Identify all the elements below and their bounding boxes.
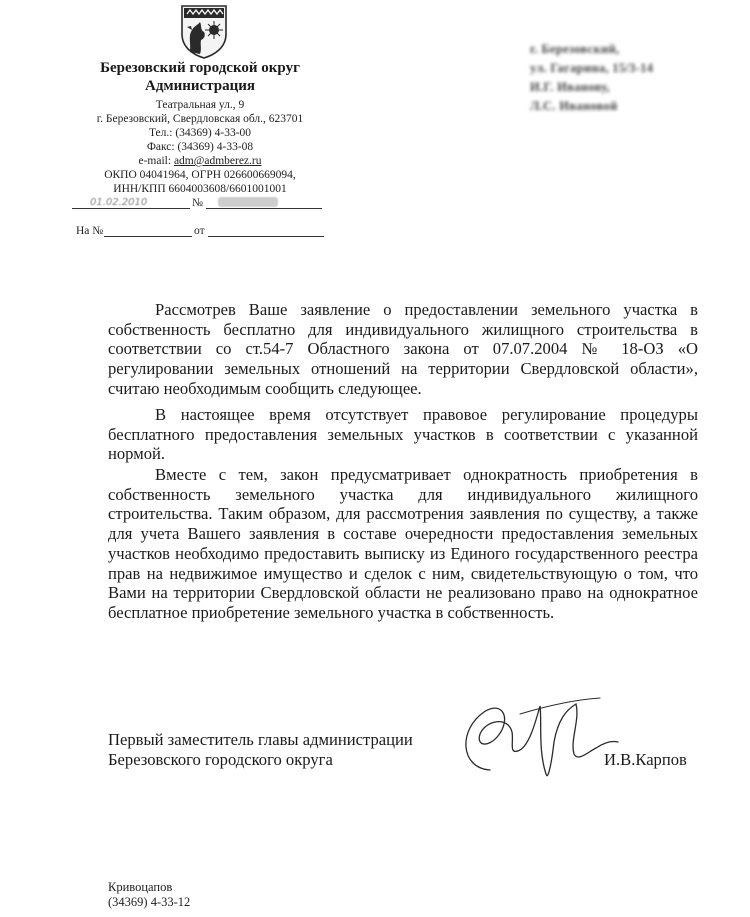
body-paragraph-3: Вместе с тем, закон предусматривает однократность приобретения в собственность земельного участка для индивидуального жилищного строительства. Таким образом, для рассмотрения заявления по существу, а также для учета Вашего заявления в составе очередности предоставления земельных участков необходимо предоставить выписку из Единого государственного реестра прав на недвижимое имущество и сделок с ним, свидетельствующую о том, что Вами на территории Свердловской области не реализовано право на однократное бесплатное приобретение земельного участка в собственность. [108,465,698,622]
email-line [30,154,370,168]
phone-line: Тел.: (34369) 4-33-00 [148,127,252,139]
executor-name: Кривоцапов [108,880,173,894]
coat-of-arms-emblem [178,4,230,60]
org-name: Березовский городской округ [100,60,300,76]
reply-number-line [104,225,192,237]
addressee-line-4: Л.С. Ивановой [530,99,618,113]
email-label: e-mail: [138,155,174,167]
address-city: г. Березовский, Свердловская обл., 623701 [96,113,304,125]
email-link[interactable]: adm@admberez.ru [173,155,262,167]
reply-number-label: На № [76,225,104,237]
addressee-line-2: ул. Гагарина, 15/3-14 [530,61,654,75]
org-subtitle: Администрация [144,78,256,94]
addressee-line-1: г. Березовский, [530,42,620,56]
executor-phone: (34369) 4-33-12 [108,895,191,909]
addressee-line-3: И.Г. Иванову, [530,80,610,94]
outgoing-date: 01.02.2010 [90,197,148,208]
codes-line-1: ОКПО 04041964, ОГРН 026600669094, [104,169,296,181]
body-paragraph-1: Рассмотрев Ваше заявление о предоставлении земельного участка в собственность бесплатно для индивидуального жилищного строительства в соответствии со ст.54-7 Областного закона от 07.07.2004 № 18-ОЗ «О регулировании земельных отношений на территории Свердловской области», считаю необходимым сообщить следующее. [108,300,698,398]
signatory-name: И.В.Карпов [604,750,687,769]
outgoing-number-redacted [218,197,278,207]
handwritten-signature [450,690,630,790]
codes-line-2: ИНН/КПП 6604003608/6601001001 [113,183,287,195]
body-paragraph-2: В настоящее время отсутствует правовое регулирование процедуры бесплатного предоставления земельных участков в соответствии с указанной нормой. [108,405,698,464]
reply-date-line [208,225,324,237]
signatory-position-1: Первый заместитель главы администрации [108,730,413,749]
signatory-position-2: Березовского городского округа [108,750,333,769]
reply-from-label: от [194,225,205,237]
address-street: Театральная ул., 9 [155,99,245,111]
fax-line: Факс: (34369) 4-33-08 [146,141,254,153]
outgoing-number-label: № [192,197,203,209]
